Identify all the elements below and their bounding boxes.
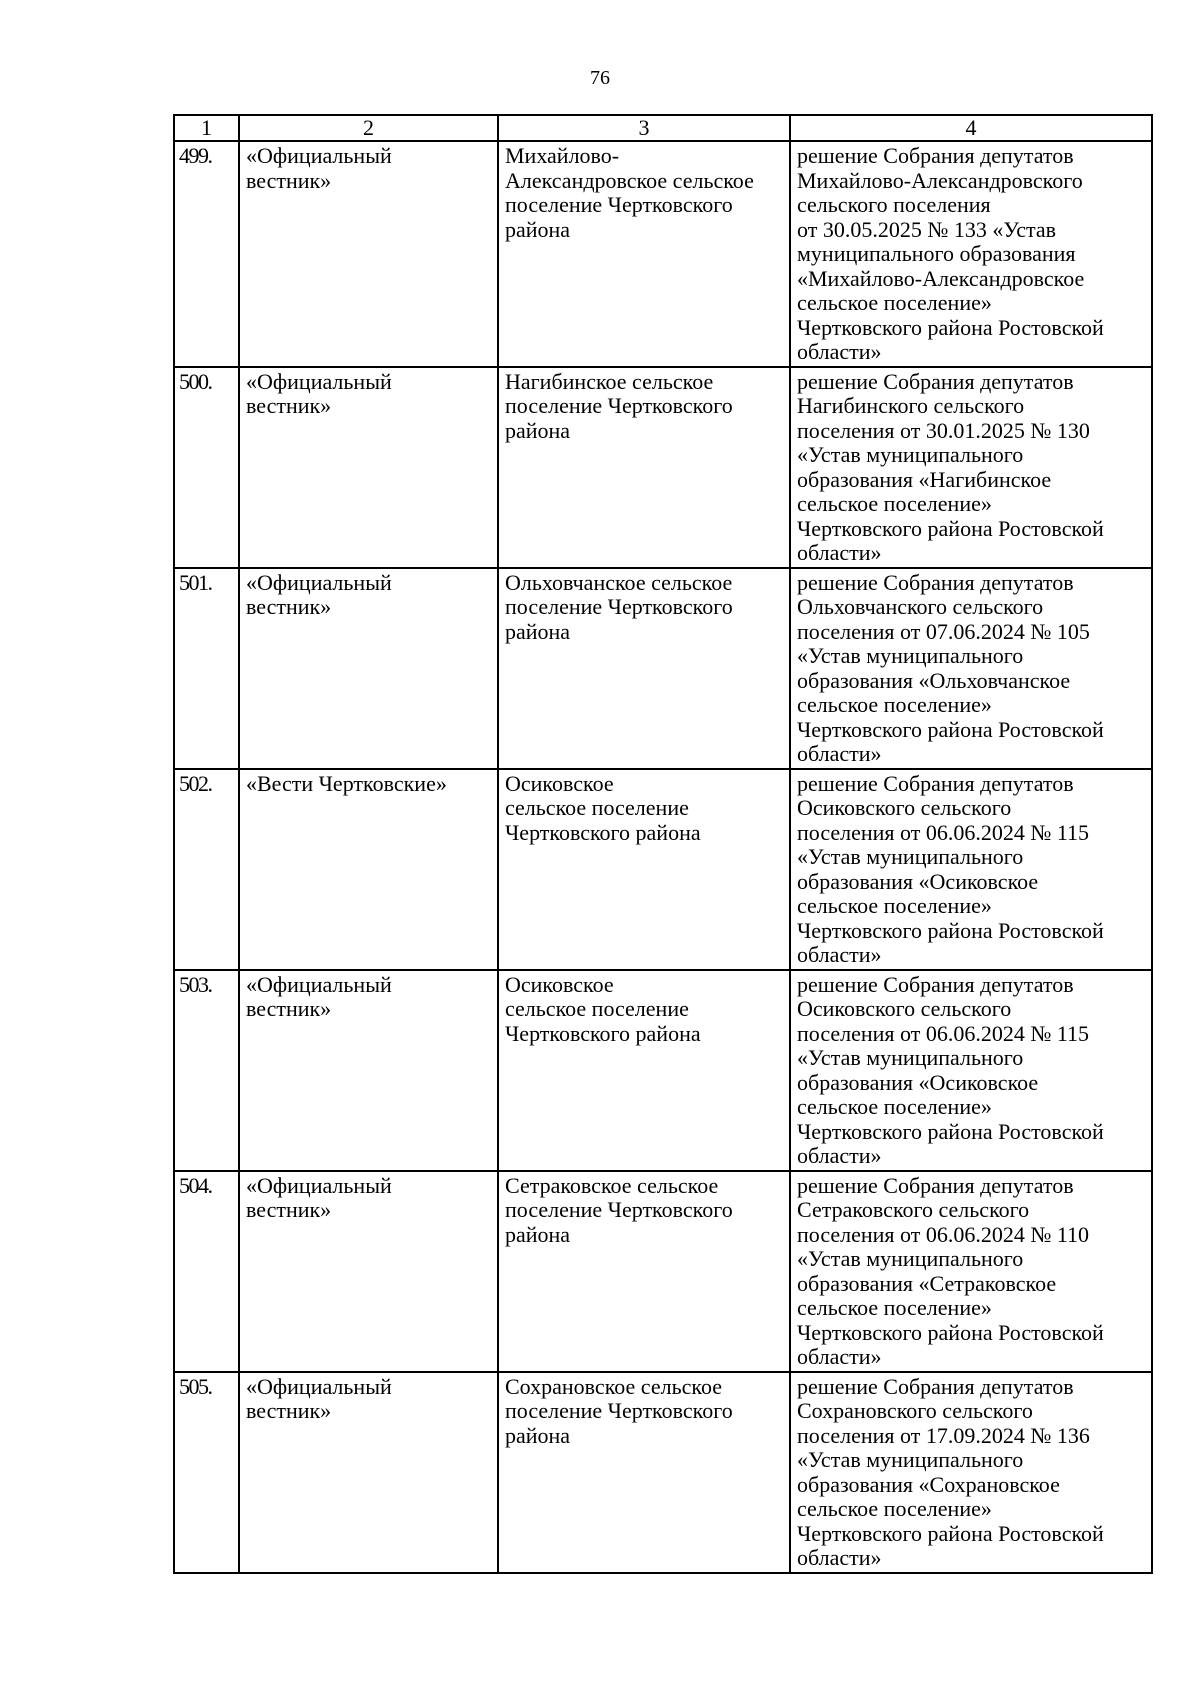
- column-header-2: 2: [239, 115, 498, 141]
- source-cell: «Официальный вестник»: [239, 141, 498, 367]
- table-row: [174, 367, 1152, 568]
- column-header-1: 1: [174, 115, 239, 141]
- source-cell: «Официальный вестник»: [239, 1171, 498, 1372]
- municipality-cell: Нагибинское сельское поселение Чертковского района: [498, 367, 790, 568]
- row-number: 503.: [174, 970, 239, 1171]
- table-header-row: [174, 115, 1152, 141]
- row-number: 502.: [174, 769, 239, 970]
- row-number: 499.: [174, 141, 239, 367]
- column-header-4: 4: [790, 115, 1152, 141]
- decision-cell: решение Собрания депутатов Осиковского сельского поселения от 06.06.2024 № 115 «Устав муниципального образования «Осиковское сельское поселение» Чертковского района Ростовской области»: [790, 769, 1152, 970]
- table-row: [174, 970, 1152, 1171]
- municipality-cell: Сетраковское сельское поселение Чертковского района: [498, 1171, 790, 1372]
- table-row: [174, 1171, 1152, 1372]
- registry-table: [173, 114, 1153, 1574]
- source-cell: «Вести Чертковские»: [239, 769, 498, 970]
- decision-cell: решение Собрания депутатов Сохрановского сельского поселения от 17.09.2024 № 136 «Устав муниципального образования «Сохрановское сельское поселение» Чертковского района Ростовской области»: [790, 1372, 1152, 1573]
- municipality-cell: Михайлово- Александровское сельское поселение Чертковского района: [498, 141, 790, 367]
- row-number: 504.: [174, 1171, 239, 1372]
- column-header-3: 3: [498, 115, 790, 141]
- source-cell: «Официальный вестник»: [239, 1372, 498, 1573]
- table-row: [174, 1372, 1152, 1573]
- table-row: [174, 568, 1152, 769]
- row-number: 500.: [174, 367, 239, 568]
- page-number: 76: [590, 67, 610, 89]
- decision-cell: решение Собрания депутатов Нагибинского сельского поселения от 30.01.2025 № 130 «Устав муниципального образования «Нагибинское сельское поселение» Чертковского района Ростовской области»: [790, 367, 1152, 568]
- source-cell: «Официальный вестник»: [239, 367, 498, 568]
- municipality-cell: Ольховчанское сельское поселение Чертковского района: [498, 568, 790, 769]
- table-row: [174, 769, 1152, 970]
- municipality-cell: Осиковское сельское поселение Чертковского района: [498, 970, 790, 1171]
- source-cell: «Официальный вестник»: [239, 970, 498, 1171]
- row-number: 505.: [174, 1372, 239, 1573]
- municipality-cell: Осиковское сельское поселение Чертковского района: [498, 769, 790, 970]
- decision-cell: решение Собрания депутатов Михайлово-Александровского сельского поселения от 30.05.2025 № 133 «Устав муниципального образования «Михайлово-Александровское сельское поселение» Чертковского района Ростовской области»: [790, 141, 1152, 367]
- row-number: 501.: [174, 568, 239, 769]
- table-row: [174, 141, 1152, 367]
- decision-cell: решение Собрания депутатов Осиковского сельского поселения от 06.06.2024 № 115 «Устав муниципального образования «Осиковское сельское поселение» Чертковского района Ростовской области»: [790, 970, 1152, 1171]
- decision-cell: решение Собрания депутатов Ольховчанского сельского поселения от 07.06.2024 № 105 «Устав муниципального образования «Ольховчанское сельское поселение» Чертковского района Ростовской области»: [790, 568, 1152, 769]
- source-cell: «Официальный вестник»: [239, 568, 498, 769]
- decision-cell: решение Собрания депутатов Сетраковского сельского поселения от 06.06.2024 № 110 «Устав муниципального образования «Сетраковское сельское поселение» Чертковского района Ростовской области»: [790, 1171, 1152, 1372]
- municipality-cell: Сохрановское сельское поселение Чертковского района: [498, 1372, 790, 1573]
